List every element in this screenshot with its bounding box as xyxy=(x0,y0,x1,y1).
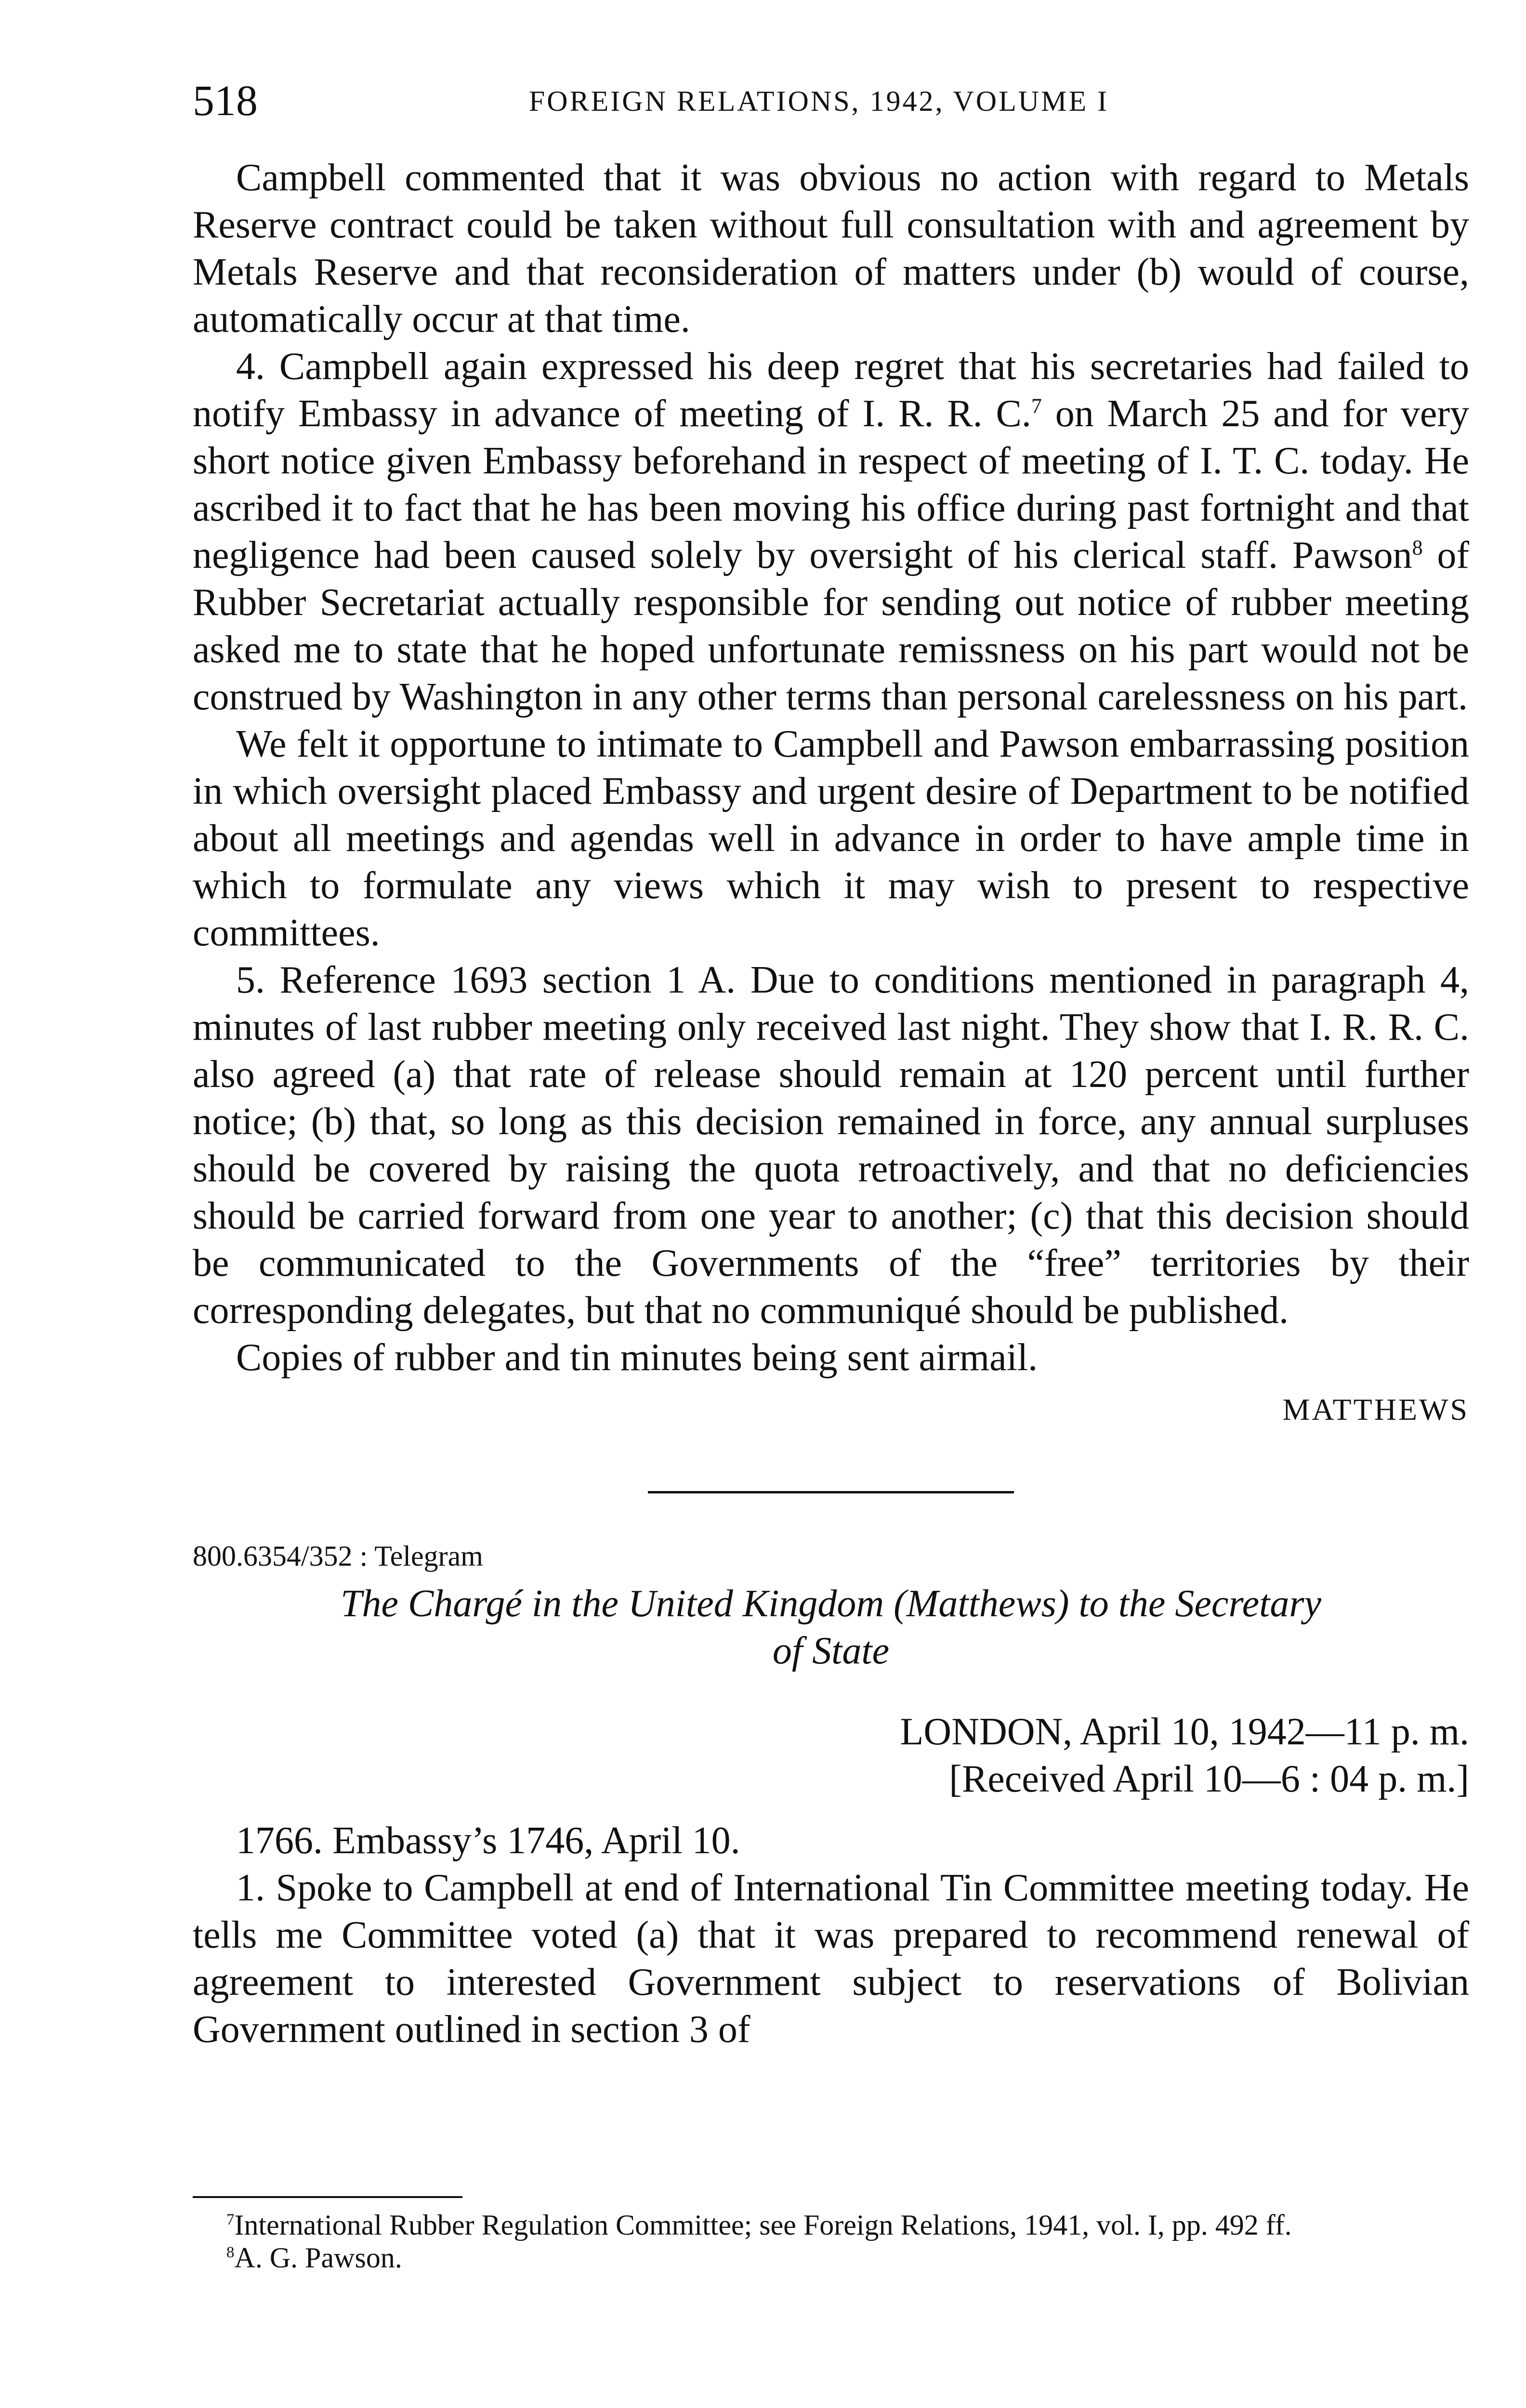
footnote xyxy=(193,2209,1469,2241)
paragraph-text: on March 25 and for very short notice given Embassy beforehand in respect of meeting of I. T. C. today. He ascribed it to fact that he has been moving his office during past fortnight and that negligence had been caused solely by oversight of his clerical staff. Pawson xyxy=(193,393,1469,576)
page-number: 518 xyxy=(193,77,258,125)
paragraph: We felt it opportune to intimate to Campbell and Pawson embarrassing position in which oversight placed Embassy and urgent desire of Department to be notified about all meetings and agendas well in advance in order to have ample time in which to formulate any views which it may wish to present to respective committees. xyxy=(193,723,1469,954)
paragraph-text: of Rubber Secretariat actually responsible for sending out notice of rubber meeting asked me to state that he hoped unfortunate remissness on his part would not be construed by Washington in any other terms than personal carelessness on his part. xyxy=(193,534,1470,718)
paragraph: Campbell commented that it was obvious no action with regard to Metals Reserve contract could be taken without full consultation with and agreement by Metals Reserve and that reconsideration of matters under (b) would of course, automatically occur at that time. xyxy=(193,157,1469,340)
footnote-marker: 8 xyxy=(226,2244,235,2261)
footnote-marker: 7 xyxy=(226,2211,235,2228)
spacer xyxy=(193,1803,1469,1817)
file-number: 800.6354/352 : Telegram xyxy=(193,1540,483,1572)
paragraph: 1766. Embassy’s 1746, April 10. xyxy=(236,1819,740,1862)
paragraph xyxy=(193,343,1469,720)
document-title xyxy=(193,1580,1469,1675)
main-text xyxy=(193,154,1469,2053)
running-title: FOREIGN RELATIONS, 1942, VOLUME I xyxy=(528,85,1109,117)
received-line: [Received April 10—6 : 04 p. m.] xyxy=(949,1758,1469,1800)
section-divider xyxy=(648,1491,1014,1493)
signature: MATTHEWS xyxy=(1282,1392,1469,1426)
paragraph-text: 4. Campbell again expressed his deep regret that his secretaries had failed to notify Embassy in advance of meeting of I. R. R. C. xyxy=(193,345,1469,435)
title-line: of State xyxy=(772,1630,890,1672)
title-line: The Chargé in the United Kingdom (Matthews) to the Secretary xyxy=(341,1583,1321,1625)
paragraph: Copies of rubber and tin minutes being sent airmail. xyxy=(236,1336,1038,1379)
footnote-ref[interactable]: 8 xyxy=(1412,536,1423,560)
paragraph: 1. Spoke to Campbell at end of International Tin Committee meeting today. He tells me Committee voted (a) that it was prepared to recommend renewal of agreement to interested Government subject to reservations of Bolivian Government outlined in section 3 of xyxy=(193,1867,1469,2051)
footnote-text: A. G. Pawson. xyxy=(234,2242,402,2274)
footnote xyxy=(193,2241,1469,2274)
footnote-ref[interactable]: 7 xyxy=(1031,394,1042,418)
footnotes xyxy=(193,2196,1469,2274)
footnote-text: International Rubber Regulation Committee; see Foreign Relations, 1941, vol. I, pp. 492 ff. xyxy=(234,2209,1292,2241)
page-header xyxy=(193,72,1445,130)
dateline: LONDON, April 10, 1942—11 p. m. xyxy=(900,1711,1469,1753)
footnote-rule xyxy=(193,2196,462,2198)
paragraph: 5. Reference 1693 section 1 A. Due to conditions mentioned in paragraph 4, minutes of last rubber meeting only received last night. They show that I. R. R. C. also agreed (a) that rate of release should remain at 120 percent until further notice; (b) that, so long as this decision remained in force, any annual surpluses should be covered by raising the quota retroactively, and that no deficiencies should be carried forward from one year to another; (c) that this decision should be communicated to the Governments of the “free” territories by their corresponding delegates, but that no communiqué should be published. xyxy=(193,959,1469,1332)
